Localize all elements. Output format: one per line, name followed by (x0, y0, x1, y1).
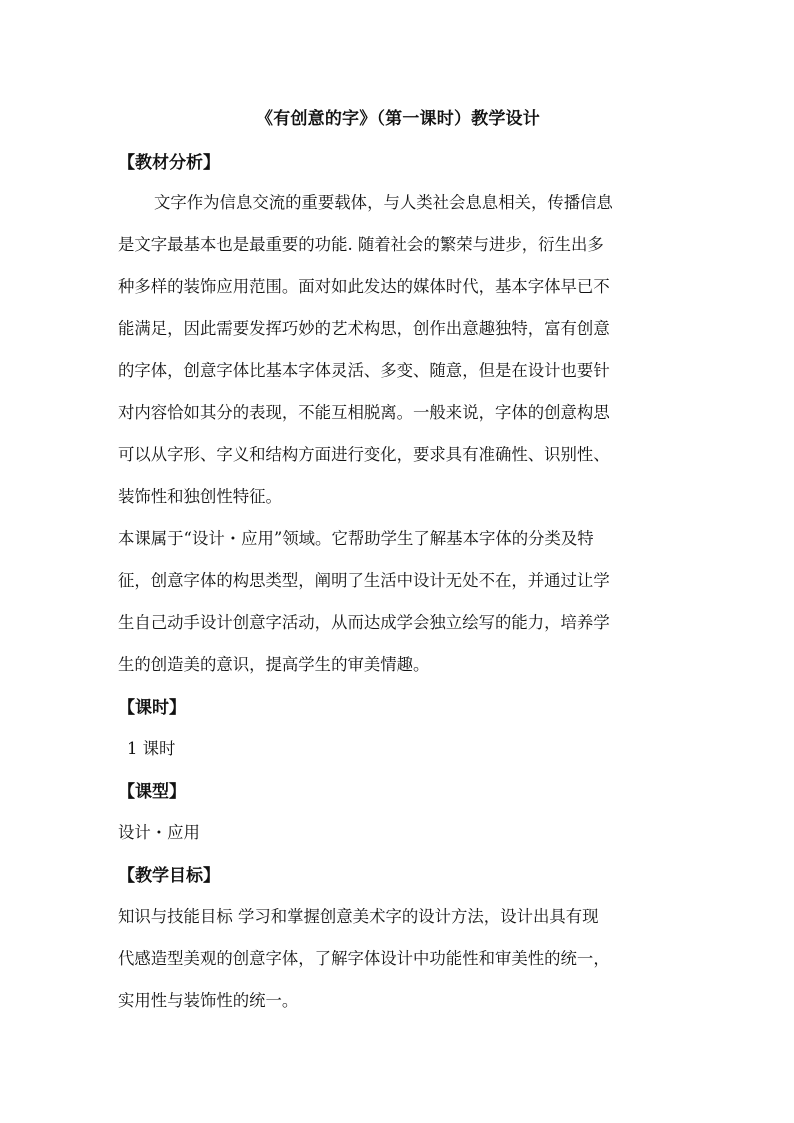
analysis-paragraph-2-line: 生的创造美的意识，提高学生的审美情趣。 (118, 655, 430, 674)
analysis-paragraph-2-line: 征，创意字体的构思类型，阐明了生活中设计无处不在，并通过让学 (118, 571, 610, 590)
document-title: 《有创意的字》（第一课时）教学设计 (256, 109, 540, 129)
analysis-paragraph-1-line: 是文字最基本也是最重要的功能. 随着社会的繁荣与进步，衍生出多 (118, 235, 604, 254)
type-value: 设计・应用 (118, 823, 200, 842)
analysis-paragraph-1-line: 对内容恰如其分的表现，不能互相脱离。一般来说，字体的创意构思 (118, 403, 610, 422)
analysis-paragraph-1-line: 种多样的装饰应用范围。面对如此发达的媒体时代，基本字体早已不 (118, 277, 610, 296)
section-heading-analysis: 【教材分析】 (118, 153, 220, 173)
analysis-paragraph-1-line: 可以从字形、字义和结构方面进行变化，要求具有准确性、识别性、 (118, 445, 610, 464)
analysis-paragraph-1-line: 能满足，因此需要发挥巧妙的艺术构思，创作出意趣独特，富有创意 (118, 319, 610, 338)
goals-line: 知识与技能目标 学习和掌握创意美术字的设计方法，设计出具有现 (118, 907, 599, 926)
section-heading-goals: 【教学目标】 (118, 866, 220, 886)
period-value: 1 课时 (127, 739, 176, 758)
analysis-paragraph-1-line: 文字作为信息交流的重要载体，与人类社会息息相关，传播信息 (154, 193, 613, 212)
analysis-paragraph-2-line: 本课属于“设计・应用”领域。它帮助学生了解基本字体的分类及特 (118, 529, 594, 548)
analysis-paragraph-1-line: 的字体，创意字体比基本字体灵活、多变、随意，但是在设计也要针 (118, 361, 610, 380)
section-heading-period: 【课时】 (118, 698, 186, 718)
section-heading-type: 【课型】 (118, 782, 186, 802)
goals-line: 代感造型美观的创意字体，了解字体设计中功能性和审美性的统一， (118, 949, 610, 968)
goals-line: 实用性与装饰性的统一。 (118, 991, 299, 1010)
analysis-paragraph-1-line: 装饰性和独创性特征。 (118, 487, 282, 506)
analysis-paragraph-2-line: 生自己动手设计创意字活动，从而达成学会独立绘写的能力，培养学 (118, 613, 610, 632)
